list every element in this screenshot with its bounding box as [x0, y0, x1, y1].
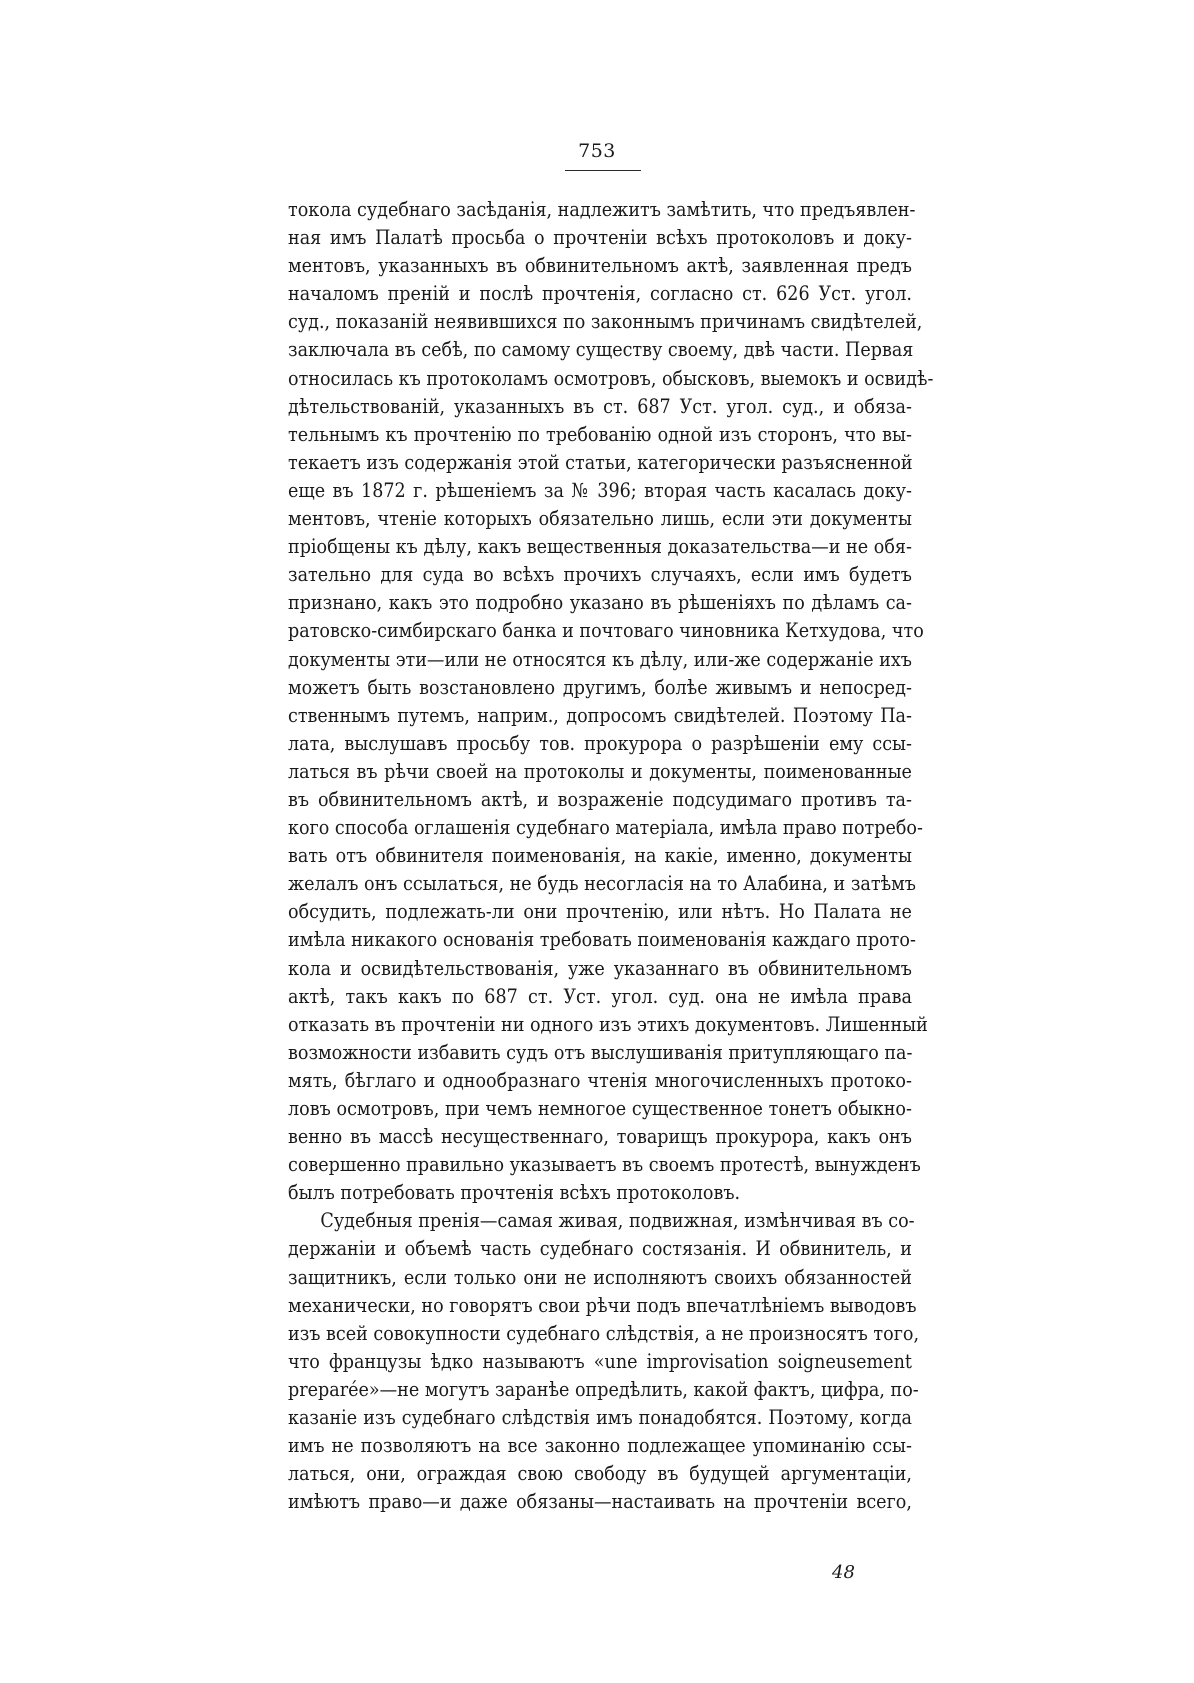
text-line: отказать въ прочтеніи ни одного изъ этихъ документовъ. Лишенный	[288, 1012, 928, 1036]
text-line: ментовъ, чтеніе которыхъ обязательно лишь, если эти документы	[288, 507, 912, 531]
text-line: мять, бѣглаго и однообразнаго чтенія многочисленныхъ протоко-	[288, 1068, 912, 1092]
text-line: ловъ осмотровъ, при чемъ немногое существенное тонетъ обыкно-	[288, 1097, 912, 1120]
text-line: текаетъ изъ содержанія этой статьи, категорически разъясненной	[288, 450, 913, 474]
text-line: заключала въ себѣ, по самому существу своему, двѣ части. Первая	[288, 338, 914, 362]
header-rule	[565, 170, 641, 171]
text-line: латься въ рѣчи своей на протоколы и документы, поименованные	[288, 759, 912, 783]
text-line: ратовско-симбирскаго банка и почтоваго чиновника Кетхудова, что	[288, 619, 924, 643]
paragraph-first-line: Судебныя пренія—самая живая, подвижная, измѣнчивая въ со-	[320, 1209, 915, 1233]
text-line: возможности избавить судъ отъ выслушиванія притупляющаго па-	[288, 1040, 913, 1064]
printer-signature-mark: 48	[832, 1562, 855, 1583]
page-number: 753	[578, 140, 616, 162]
paragraph-last-line: былъ потребовать прочтенія всѣхъ протоколовъ.	[288, 1181, 741, 1205]
text-line: защитникъ, если только они не исполняютъ своихъ обязанностей	[288, 1265, 912, 1289]
text-line: венно въ массѣ несущественнаго, товарищъ прокурора, какъ онъ	[288, 1125, 912, 1149]
text-line: суд., показаній неявившихся по законнымъ причинамъ свидѣтелей,	[288, 310, 923, 334]
text-line: ственнымъ путемъ, наприм., допросомъ свидѣтелей. Поэтому Па-	[288, 703, 912, 727]
text-line: казаніе изъ судебнаго слѣдствія имъ понадобятся. Поэтому, когда	[288, 1406, 912, 1430]
text-line: токола судебнаго засѣданія, надлежитъ замѣтить, что предъявлен-	[288, 198, 916, 221]
text-line: документы эти—или не относятся къ дѣлу, или-же содержаніе ихъ	[288, 647, 912, 671]
text-line: тельнымъ къ прочтенію по требованію одной изъ сторонъ, что вы-	[288, 422, 912, 446]
body-text	[288, 196, 934, 1516]
text-line: лата, выслушавъ просьбу тов. прокурора о разрѣшеніи ему ссы-	[288, 731, 912, 755]
text-line: латься, они, ограждая свою свободу въ будущей аргументаціи,	[288, 1462, 912, 1486]
text-line: ментовъ, указанныхъ въ обвинительномъ актѣ, заявленная предъ	[288, 254, 912, 278]
text-line: пріобщены къ дѣлу, какъ вещественныя доказательства—и не обя-	[288, 535, 912, 559]
text-line: актѣ, такъ какъ по 687 ст. Уст. угол. суд. она не имѣла права	[288, 984, 912, 1008]
text-line: механически, но говорятъ свои рѣчи подъ впечатлѣніемъ выводовъ	[288, 1293, 917, 1317]
text-line: желалъ онъ ссылаться, не будь несогласія на то Алабина, и затѣмъ	[288, 872, 916, 896]
text-line: держаніи и объемѣ часть судебнаго состязанія. И обвинитель, и	[288, 1237, 912, 1261]
text-line: относилась къ протоколамъ осмотровъ, обысковъ, выемокъ и освидѣ-	[288, 366, 934, 390]
text-line: кола и освидѣтельствованія, уже указаннаго въ обвинительномъ	[288, 956, 912, 980]
text-line: совершенно правильно указываетъ въ своемъ протестѣ, вынужденъ	[288, 1153, 921, 1177]
text-line: въ обвинительномъ актѣ, и возраженіе подсудимаго противъ та-	[288, 787, 912, 811]
text-line: обсудить, подлежать-ли они прочтенію, или нѣтъ. Но Палата не	[288, 900, 912, 924]
text-line: началомъ преній и послѣ прочтенія, согласно ст. 626 Уст. угол.	[288, 282, 912, 306]
text-line: вать отъ обвинителя поименованія, на какіе, именно, документы	[288, 844, 912, 868]
text-line: preparée»—не могутъ заранѣе опредѣлить, какой фактъ, цифра, по-	[288, 1377, 919, 1401]
text-line: кого способа оглашенія судебнаго матеріала, имѣла право потребо-	[288, 816, 923, 840]
text-line: имѣютъ право—и даже обязаны—настаивать на прочтеніи всего,	[288, 1490, 912, 1514]
text-line: признано, какъ это подробно указано въ рѣшеніяхъ по дѣламъ са-	[288, 591, 912, 615]
text-line: зательно для суда во всѣхъ прочихъ случаяхъ, если имъ будетъ	[288, 563, 912, 587]
text-line: что французы ѣдко называютъ «une improvisation soigneusement	[288, 1349, 912, 1373]
text-line: изъ всей совокупности судебнаго слѣдствія, а не произносятъ того,	[288, 1321, 920, 1345]
text-line: дѣтельствованій, указанныхъ въ ст. 687 Уст. угол. суд., и обяза-	[288, 394, 912, 418]
text-line: ная имъ Палатѣ просьба о прочтеніи всѣхъ протоколовъ и доку-	[288, 226, 912, 250]
text-line: имѣла никакого основанія требовать поименованія каждаго прото-	[288, 928, 916, 952]
text-line: имъ не позволяютъ на все законно подлежащее упоминанію ссы-	[288, 1434, 912, 1458]
text-line: можетъ быть возстановлено другимъ, болѣе живымъ и непосред-	[288, 675, 912, 699]
text-line: еще въ 1872 г. рѣшеніемъ за № 396; вторая часть касалась доку-	[288, 478, 912, 502]
